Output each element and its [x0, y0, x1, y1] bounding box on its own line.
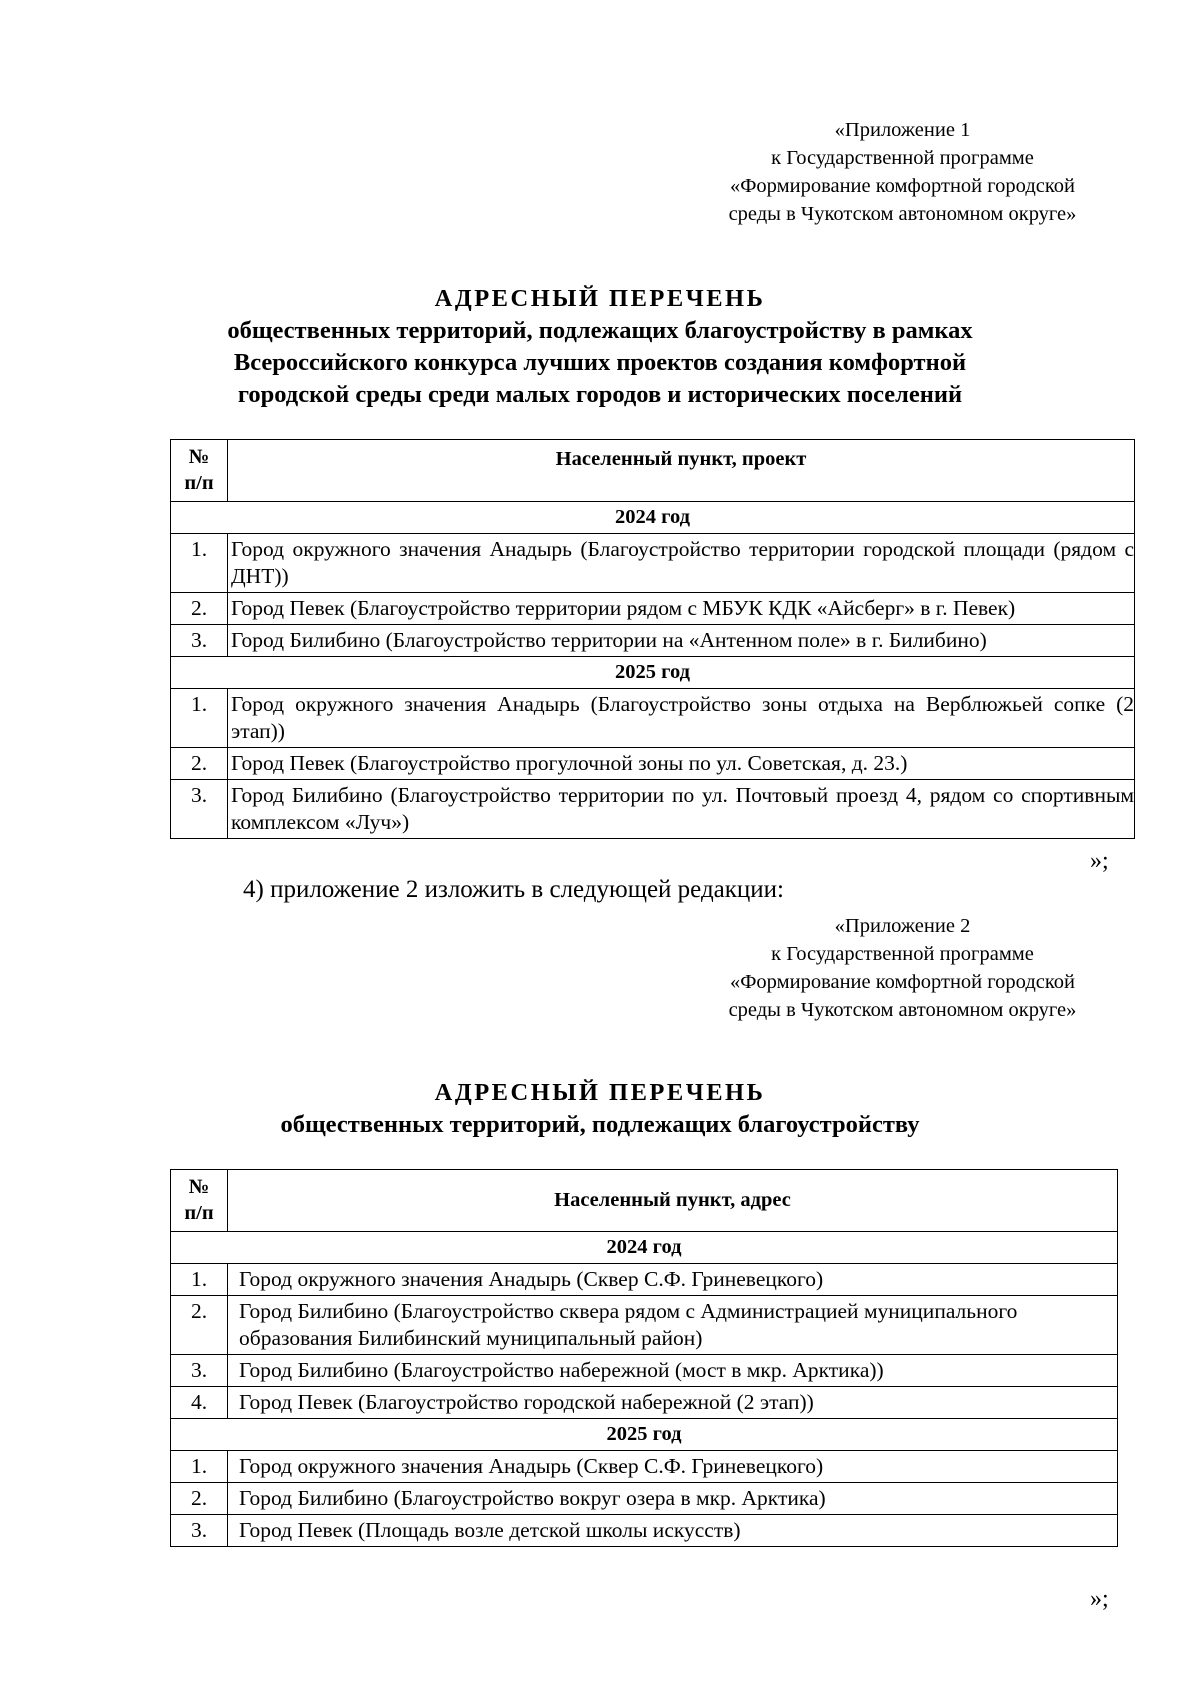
table-row	[171, 689, 1135, 748]
year-cell: 2025 год	[171, 1419, 1118, 1451]
row-text: Город Певек (Благоустройство прогулочной зоны по ул. Советская, д. 23.)	[228, 748, 1135, 780]
row-text: Город окружного значения Анадырь (Сквер С.Ф. Гриневецкого)	[228, 1264, 1118, 1296]
row-num: 1.	[171, 1451, 228, 1483]
row-num: 1.	[171, 534, 228, 593]
row-num: 4.	[171, 1387, 228, 1419]
title-sub-line: общественных территорий, подлежащих благоустройству	[280, 1111, 920, 1138]
table-row	[171, 1296, 1118, 1355]
row-text: Город Билибино (Благоустройство сквера рядом с Администрацией муниципального образования Билибинский муниципальный район)	[228, 1296, 1118, 1355]
title-sub-line: городской среды среди малых городов и исторических поселений	[237, 381, 963, 408]
appendix-line: «Формирование комфортной городской	[729, 971, 1076, 993]
table-row	[171, 1387, 1118, 1419]
projects-table	[170, 439, 1135, 839]
title-1	[0, 283, 1200, 411]
table-row	[171, 780, 1135, 839]
territories-table	[170, 1169, 1118, 1547]
appendix-line: «Приложение 2	[834, 915, 971, 937]
table-row	[171, 1483, 1118, 1515]
table-row	[171, 1264, 1118, 1296]
year-row	[171, 502, 1135, 534]
row-text: Город Певек (Благоустройство территории рядом с МБУК КДК «Айсберг» в г. Певек)	[228, 593, 1135, 625]
table-header-row	[171, 1170, 1118, 1232]
appendix-line: среды в Чукотском автономном округе»	[728, 999, 1077, 1021]
row-num: 3.	[171, 1355, 228, 1387]
row-num: 3.	[171, 625, 228, 657]
header-num-symbol: №	[188, 446, 210, 468]
row-num: 2.	[171, 593, 228, 625]
closing-quote-2: »;	[1090, 1586, 1109, 1612]
appendix-line: к Государственной программе	[771, 147, 1034, 169]
table-row	[171, 593, 1135, 625]
title-2	[0, 1077, 1200, 1141]
title-main: АДРЕСНЫЙ ПЕРЕЧЕНЬ	[434, 285, 766, 312]
year-cell: 2025 год	[171, 657, 1135, 689]
header-num-cell	[171, 1170, 228, 1232]
row-text: Город окружного значения Анадырь (Благоустройство зоны отдыха на Верблюжьей сопке (2 этап))	[228, 689, 1135, 748]
header-num-symbol: №	[188, 1176, 210, 1198]
row-text: Город Певек (Площадь возле детской школы искусств)	[228, 1515, 1118, 1547]
table-row	[171, 748, 1135, 780]
table-row	[171, 625, 1135, 657]
table-header-row	[171, 440, 1135, 502]
year-row	[171, 1419, 1118, 1451]
year-row	[171, 1232, 1118, 1264]
year-cell: 2024 год	[171, 502, 1135, 534]
appendix-2-heading	[690, 912, 1115, 1024]
header-text-cell: Населенный пункт, адрес	[228, 1170, 1118, 1232]
row-text: Город Билибино (Благоустройство территории на «Антенном поле» в г. Билибино)	[228, 625, 1135, 657]
header-num-label: п/п	[184, 1202, 214, 1224]
row-num: 1.	[171, 689, 228, 748]
row-num: 2.	[171, 748, 228, 780]
appendix-1-heading	[690, 116, 1115, 228]
header-text-cell: Населенный пункт, проект	[228, 440, 1135, 502]
row-num: 2.	[171, 1296, 228, 1355]
row-text: Город окружного значения Анадырь (Благоустройство территории городской площади (рядом с ДНТ))	[228, 534, 1135, 593]
row-num: 2.	[171, 1483, 228, 1515]
closing-quote-1: »;	[1090, 848, 1109, 874]
row-num: 3.	[171, 780, 228, 839]
table-row	[171, 1355, 1118, 1387]
year-cell: 2024 год	[171, 1232, 1118, 1264]
row-text: Город Билибино (Благоустройство набережной (мост в мкр. Арктика))	[228, 1355, 1118, 1387]
appendix-line: к Государственной программе	[771, 943, 1034, 965]
table-row	[171, 534, 1135, 593]
header-num-label: п/п	[184, 472, 214, 494]
table-row	[171, 1451, 1118, 1483]
instruction-text: 4) приложение 2 изложить в следующей редакции:	[243, 876, 784, 903]
row-text: Город Певек (Благоустройство городской набережной (2 этап))	[228, 1387, 1118, 1419]
appendix-line: «Формирование комфортной городской	[729, 175, 1076, 197]
row-text: Город Билибино (Благоустройство вокруг озера в мкр. Арктика)	[228, 1483, 1118, 1515]
title-sub-line: Всероссийского конкурса лучших проектов создания комфортной	[233, 349, 967, 376]
header-num-cell	[171, 440, 228, 502]
appendix-line: «Приложение 1	[834, 119, 971, 141]
title-main: АДРЕСНЫЙ ПЕРЕЧЕНЬ	[434, 1079, 766, 1106]
table-row	[171, 1515, 1118, 1547]
row-num: 3.	[171, 1515, 228, 1547]
row-text: Город окружного значения Анадырь (Сквер С.Ф. Гриневецкого)	[228, 1451, 1118, 1483]
year-row	[171, 657, 1135, 689]
appendix-line: среды в Чукотском автономном округе»	[728, 203, 1077, 225]
row-num: 1.	[171, 1264, 228, 1296]
row-text: Город Билибино (Благоустройство территории по ул. Почтовый проезд 4, рядом со спортивным комплексом «Луч»)	[228, 780, 1135, 839]
title-sub-line: общественных территорий, подлежащих благоустройству в рамках	[227, 317, 973, 344]
